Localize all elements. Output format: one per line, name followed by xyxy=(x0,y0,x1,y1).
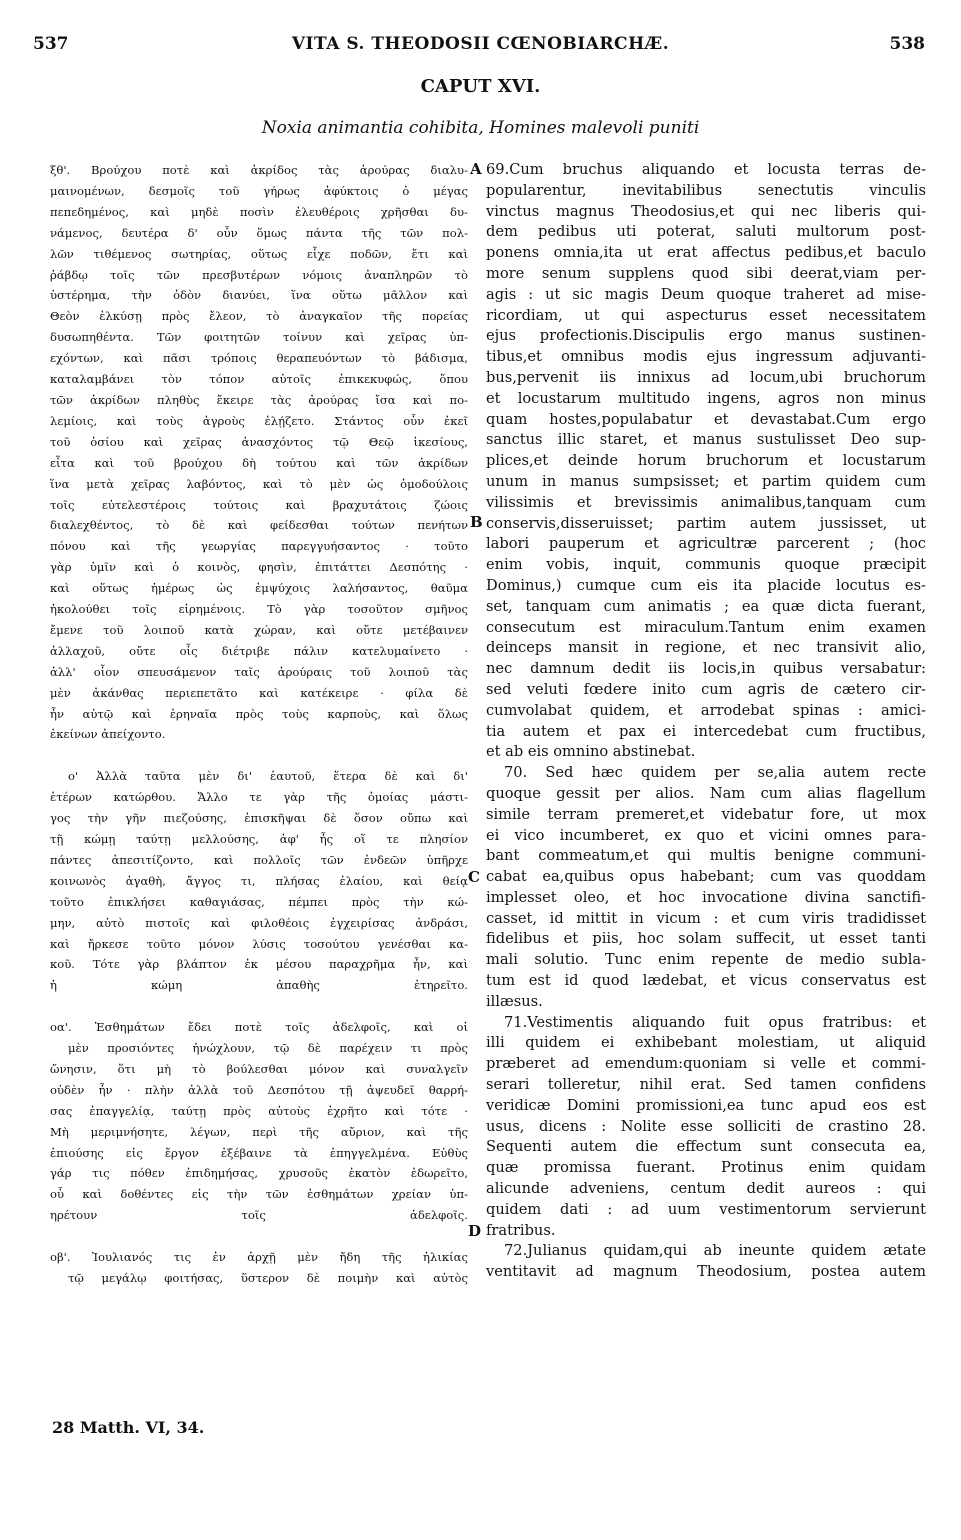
text-line: τῶν ἀκρίδων πληθὺς ἔκειρε τὰς ἀρούρας ἴσα καὶ πο- xyxy=(50,392,468,407)
text-line xyxy=(50,745,468,766)
text-line: popularentur, inevitabilibus senectutis vinculis xyxy=(486,181,926,199)
text-line: ejus profectionis.Discipulis ergo manus sustinen- xyxy=(486,327,926,345)
text-line: tibus,et omnibus modis ejus ingressum adjuvanti- xyxy=(486,348,926,366)
text-line: agis : ut sic magis Deum quoque traheret ad mise- xyxy=(486,285,926,303)
text-line xyxy=(50,996,468,1017)
text-line: ἔμενε τοῦ λοιποῦ κατὰ χώραν, καὶ οὔτε μετέβαινεν xyxy=(50,622,468,637)
latin-column xyxy=(486,160,926,1283)
text-line: ἦν αὐτῷ καὶ ἐρηναῖα πρὸς τοὺς καρποὺς, καὶ ὅλως xyxy=(50,706,468,721)
text-line: et locustarum multitudo ingens, agros non minus xyxy=(486,389,926,407)
text-line: labori pauperum et agricultræ parcerent ; (hoc xyxy=(486,535,926,553)
text-line: 71.Vestimentis aliquando fuit opus fratribus: et xyxy=(504,1013,926,1031)
text-line: οὗ καὶ δοθέντες εἰς τὴν τῶν ἐσθημάτων χρείαν ὑπ- xyxy=(50,1187,468,1202)
text-line: quidem dati : ad uum vestimentorum servierunt xyxy=(486,1200,926,1218)
text-line: set, tanquam cum animatis ; ea quæ dicta fuerant, xyxy=(486,597,926,615)
text-line: μὲν προσιόντες ἠνώχλουν, τῷ δὲ παρέχειν τι πρὸς xyxy=(68,1041,468,1056)
text-line: τοῖς εὐτελεστέροις τούτοις καὶ βραχυτάτοις ζώοις xyxy=(50,497,468,512)
text-line: quæ promissa fuerant. Protinus enim quidam xyxy=(486,1159,926,1177)
text-line: veridicæ Domini promissioni,ea tunc apud eos est xyxy=(486,1096,926,1114)
text-line: δυσωπηθέντα. Τῶν φοιτητῶν τοίνυν καὶ χεῖρας ὑπ- xyxy=(50,330,468,345)
text-line: ξθ'. Βρούχου ποτὲ καὶ ἀκρίδος τὰς ἀρούρας διαλυ- xyxy=(50,163,468,177)
text-line: illi quidem ei exhibebant molestiam, ut aliquid xyxy=(486,1034,926,1052)
text-line: πόνου καὶ τῆς γεωργίας παρεγγυήσαντος · τοῦτο xyxy=(50,539,468,554)
margin-letter-a: A xyxy=(470,160,482,178)
chapter-heading: CAPUT XVI. xyxy=(420,76,541,97)
margin-letter-c: C xyxy=(468,868,480,886)
text-line: τοῦτο ἐπικλήσει καθαγιάσας, πέμπει πρὸς τὴν κώ- xyxy=(50,894,468,909)
text-line: plices,et deinde horum bruchorum et locustarum xyxy=(486,452,926,470)
footnote: 28 Matth. VI, 34. xyxy=(52,1418,205,1437)
text-line: consecutum est miraculum.Tantum enim examen xyxy=(486,618,926,636)
text-line: Θεὸν ἑλκύσῃ πρὸς ἔλεον, τὸ ἀναγκαῖον τῆς πορείας xyxy=(50,309,468,324)
text-line: ὑστέρημα, τὴν ὁδὸν διανύει, ἵνα οὕτω μᾶλλον καὶ xyxy=(50,288,468,303)
text-line: bus,pervenit iis innixus ad locum,ubi bruchorum xyxy=(486,368,926,386)
text-line: μαινομένων, δεσμοῖς τοῦ γήρως ἀφύκτοις ὁ μέγας xyxy=(50,183,468,198)
text-line: ἐκείνων ἀπείχοντο. xyxy=(50,727,166,742)
text-line: deinceps mansit in regione, et nec transivit alio, xyxy=(486,639,926,657)
text-line: mali solutio. Tunc enim repente de medio subla- xyxy=(486,951,926,969)
text-line: 69.Cum bruchus aliquando et locusta terras de- xyxy=(486,161,926,178)
text-line: tum est id quod lædebat, et vicus conservatus est xyxy=(486,972,926,990)
text-line: ἡ κώμη ἀπαθὴς ἐτηρεῖτο. xyxy=(50,978,468,993)
text-line: ἀλλ' οἷον σπευσάμενον ταῖς ἀρούραις τοῦ λοιποῦ τὰς xyxy=(50,664,468,679)
text-line: ἠκολούθει τοῖς εἰρημένοις. Τὸ γὰρ τοσοῦτον σμῆνος xyxy=(50,602,468,617)
text-line: enim vobis, inquit, communis quoque præcipit xyxy=(486,556,926,574)
text-line: fidelibus et piis, hoc solam suffecit, ut esset tanti xyxy=(486,930,926,948)
text-line: πεπεδημένος, καὶ μηδὲ ποσὶν ἐλευθέροις χρῆσθαι δυ- xyxy=(50,204,468,219)
text-line: 72.Julianus quidam,qui ab ineunte quidem ætate xyxy=(504,1242,926,1260)
text-line: serari tolleretur, nihil erat. Sed tamen confidens xyxy=(486,1076,926,1094)
text-line: implesset oleo, et hoc invocatione divina sanctifi- xyxy=(486,888,926,906)
text-line: γάρ τις πόθεν ἐπιδημήσας, χρυσοῦς ἑκατὸν ἐδωρεῖτο, xyxy=(50,1166,468,1181)
text-line: νάμενος, δευτέρα δ' οὖν ὅμως πάντα τῆς τῶν πολ- xyxy=(50,225,468,240)
greek-column xyxy=(50,160,468,1289)
text-line xyxy=(50,1226,468,1247)
text-line: τῇ κώμῃ ταύτῃ μελλούσης, ἀφ' ἧς οἵ τε πλησίον xyxy=(50,831,468,846)
text-line: ῥάβδῳ τοῖς τῶν πρεσβυτέρων νόμοις ἀναπληρῶν τὸ xyxy=(50,267,468,282)
text-line: καὶ οὕτως ἡμέρως ὡς ἐμψύχοις λαλήσαντος, θαῦμα xyxy=(50,581,468,596)
text-line: vinctus magnus Theodosius,et qui nec liberis qui- xyxy=(486,202,926,220)
text-line: cabat ea,quibus opus habebant; cum vas quoddam xyxy=(486,868,926,886)
text-line: sed veluti fœdere inito cum agris de cætero cir- xyxy=(486,680,926,698)
text-line: præberet ad emendum:quoniam si velle et commi- xyxy=(486,1055,926,1073)
text-line: τῷ μεγάλῳ φοιτήσας, ὕστερον δὲ ποιμὴν καὶ αὐτὸς xyxy=(68,1270,468,1285)
text-line: ὤνησιν, ὅτι μὴ τὸ βούλεσθαι μόνον καὶ συναλγεῖν xyxy=(50,1061,468,1076)
text-line: ἑτέρων κατώρθου. Ἄλλο τε γὰρ τῆς ὁμοίας μάστι- xyxy=(50,790,468,805)
text-line: ἀλλαχοῦ, οὔτε οἷς διέτριβε πάλιν κατελυμαίνετο · xyxy=(50,643,468,658)
text-line: διαλεχθέντος, τὸ δὲ καὶ φείδεσθαι τούτων πενήτων xyxy=(50,518,468,533)
text-line: simile terram premeret,et videbatur fore, ut mox xyxy=(486,805,926,823)
text-line: γὰρ ὑμῖν καὶ ὁ κοινὸς, φησὶν, ἐπιτάττει Δεσπότης · xyxy=(50,560,468,575)
text-line: alicunde adveniens, centum dedit aureos : qui xyxy=(486,1180,926,1198)
text-line: καταλαμβάνει τὸν τόπον αὐτοῖς ἐπικεκυφώς, ὅπου xyxy=(50,372,468,387)
text-line: casset, id mittit in vicum : et cum viris tradidisset xyxy=(486,909,926,927)
text-line: sanctus illic staret, et manus sustulisset Deo sup- xyxy=(486,431,926,449)
text-line: Μὴ μεριμνήσητε, λέγων, περὶ τῆς αὔριον, καὶ τῆς xyxy=(50,1124,468,1139)
running-title: VITA S. THEODOSII CŒNOBIARCHÆ. xyxy=(291,34,670,54)
margin-letter-b: B xyxy=(470,513,483,531)
text-line: more senum supplens quod sibi deerat,viam per- xyxy=(486,264,926,282)
text-line: σας ἐπαγγελίᾳ, ταύτῃ πρὸς αὐτοὺς ἐχρῆτο καὶ τότε · xyxy=(50,1103,468,1118)
text-line: οὐδὲν ἦν · πλὴν ἀλλὰ τοῦ Δεσπότου τῇ ἀψευδεῖ θαρρή- xyxy=(50,1082,468,1097)
text-line: λῶν τιθέμενος σωτηρίας, οὕτως εἶχε ποδῶν, ἔτι καὶ xyxy=(50,246,468,261)
text-line: tia autem et pax ei intercedebat cum fructibus, xyxy=(486,722,926,740)
text-line: λεμίοις, καὶ τοὺς ἀγροὺς ἐλῄζετο. Στάντος οὖν ἐκεῖ xyxy=(50,413,468,428)
text-line: μην, αὐτὸ πιστοῖς καὶ φιλοθέοις ἐγχειρίσας ἀνδράσι, xyxy=(50,915,468,930)
text-line: bant commeatum,et qui multis benigne communi- xyxy=(486,847,926,865)
text-line: εχόντων, καὶ πᾶσι τρόποις θεραπευόντων τὸ βάδισμα, xyxy=(50,351,468,366)
text-line: quoque gessit per alios. Nam cum alias flagellum xyxy=(486,784,926,802)
text-line: εἶτα καὶ τοῦ βρούχου δὴ τούτου καὶ τῶν ἀκρίδων xyxy=(50,455,468,470)
text-line: ο' Ἀλλὰ ταῦτα μὲν δι' ἑαυτοῦ, ἕτερα δὲ καὶ δι' xyxy=(68,769,468,784)
text-line: usus, dicens : Nolite esse solliciti de crastino 28. xyxy=(486,1117,926,1135)
text-line: unum in manus sumpsisset; et partim quidem cum xyxy=(486,472,926,490)
text-line: dem pedibus uti poterat, saluti multorum post- xyxy=(486,223,926,241)
text-line: ἵνα μετὰ χεῖρας λαβόντος, καὶ τὸ μὲν ὡς ὁμοδούλοις xyxy=(50,476,468,491)
text-line: conservis,disseruisset; partim autem jussisset, ut xyxy=(486,514,926,532)
text-line: ricordiam, ut qui aspecturus esset necessitatem xyxy=(486,306,926,324)
text-line: illæsus. xyxy=(486,992,543,1010)
text-line: vilissimis et brevissimis animalibus,tanquam cum xyxy=(486,493,926,511)
text-line: ei vico incumberet, ex quo et vicini omnes para- xyxy=(486,826,926,844)
text-line: Dominus,) cumque cum eis ita placide locutus es- xyxy=(486,576,926,594)
margin-letter-d: D xyxy=(468,1222,482,1240)
text-line: ἐπιούσης εἰς ἔργον ἐξέβαινε τὰ ἐπηγγελμένα. Εὐθὺς xyxy=(50,1145,468,1160)
page-number-right: 538 xyxy=(889,34,925,54)
page-number-left: 537 xyxy=(33,34,69,54)
text-line: τοῦ ὁσίου καὶ χεῖρας ἀνασχόντος τῷ Θεῷ ἱκεσίους, xyxy=(50,434,468,449)
text-line: καὶ ἤρκεσε τοῦτο μόνον λύσις τοσούτου γενέσθαι κα- xyxy=(50,936,468,951)
text-line: οα'. Ἐσθημάτων ἔδει ποτὲ τοῖς ἀδελφοῖς, καὶ οἱ xyxy=(50,1020,468,1035)
text-line: κοῦ. Τότε γὰρ βλάπτον ἐκ μέσου παραχρῆμα ἦν, καὶ xyxy=(50,957,468,972)
text-line: 70. Sed hæc quidem per se,alia autem recte xyxy=(504,764,926,782)
text-line: κοινωνὸς ἀγαθὴ, ἄγγος τι, πλήσας ἐλαίου, καὶ θείᾳ xyxy=(50,873,468,888)
text-line: γος τὴν γῆν πιεζούσης, ἐπισκῆψαι δὲ ὅσον οὔπω καὶ xyxy=(50,811,468,826)
text-line: πάντες ἀπεσιτίζοντο, καὶ πολλοῖς τῶν ἐνδεῶν ὑπῆρχε xyxy=(50,852,468,867)
text-line: οβ'. Ἰουλιανός τις ἐν ἀρχῇ μὲν ἤδη τῆς ἡλικίας xyxy=(50,1250,468,1265)
text-line: ponens omnia,ita ut erat affectus pedibus,et baculo xyxy=(486,244,926,262)
text-line: nec damnum dedit iis locis,in quibus versabatur: xyxy=(486,660,926,678)
text-line: μὲν ἀκάνθας περιεπετᾶτο καὶ κατέκειρε · φίλα δὲ xyxy=(50,685,468,700)
text-line: Sequenti autem die effectum sunt consecuta ea, xyxy=(486,1138,926,1156)
chapter-subtitle: Noxia animantia cohibita, Homines malevoli puniti xyxy=(261,118,700,138)
text-line: ηρέτουν τοῖς ἀδελφοῖς. xyxy=(50,1208,468,1223)
text-line: fratribus. xyxy=(486,1221,556,1239)
text-line: ventitavit ad magnum Theodosium, postea autem xyxy=(486,1263,926,1281)
text-line: cumvolabat quidem, et arrodebat spinas : amici- xyxy=(486,701,926,719)
text-line: et ab eis omnino abstinebat. xyxy=(486,743,696,761)
text-line: quam hostes,populabatur et devastabat.Cum ergo xyxy=(486,410,926,428)
